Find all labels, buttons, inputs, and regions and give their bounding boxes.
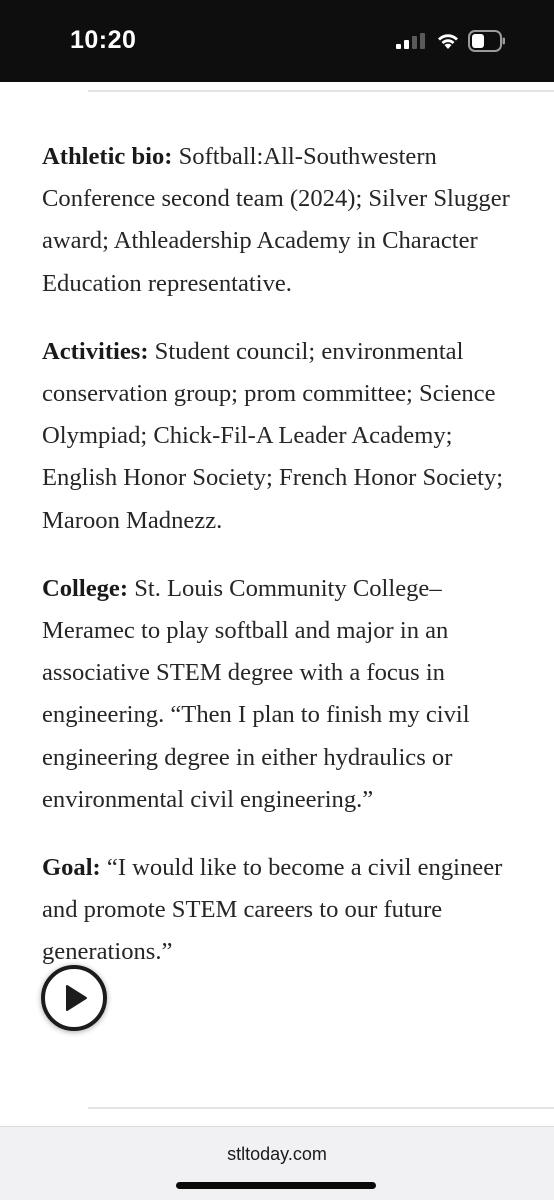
paragraph-label: College:: [42, 574, 129, 602]
paragraph-text: Softball:All-Southwestern Conference second team (2024); Silver Slugger award; Athleadership Academy in Character Education representative.: [42, 143, 510, 297]
paragraph-text: Student council; environmental conservation group; prom committee; Science Olympiad; Chick-Fil-A Leader Academy; English Honor Society; French Honor Society; Maroon Madnezz.: [42, 337, 504, 534]
paragraph-text: “I would like to become a civil engineer and promote STEM careers to our future generations.”: [42, 854, 503, 966]
goal-paragraph: [42, 847, 514, 974]
paragraph-label: Goal:: [42, 854, 101, 882]
paragraph-label: Athletic bio:: [42, 143, 173, 170]
signal-icon: [396, 33, 426, 49]
paragraph-label: Activities:: [42, 337, 149, 365]
home-indicator[interactable]: [176, 1182, 376, 1189]
paragraph-text: St. Louis Community College–Meramec to play softball and major in an associative STEM degree with a focus in engineering. “Then I plan to finish my civil engineering degree in either hydraulics or environmental civil engineering.”: [42, 574, 470, 813]
audio-play-button[interactable]: [41, 965, 107, 1031]
battery-icon: [468, 30, 506, 52]
status-time: 10:20: [70, 26, 137, 54]
status-bar: [0, 0, 554, 82]
play-icon: [64, 984, 88, 1012]
athletic-bio-paragraph: [42, 136, 514, 305]
bottom-divider: [88, 1107, 554, 1109]
url-text[interactable]: stltoday.com: [227, 1144, 327, 1164]
top-divider: [88, 90, 554, 92]
wifi-icon: [436, 31, 460, 50]
activities-paragraph: [42, 331, 514, 542]
college-paragraph: [42, 568, 514, 821]
article-body: [42, 136, 514, 1000]
